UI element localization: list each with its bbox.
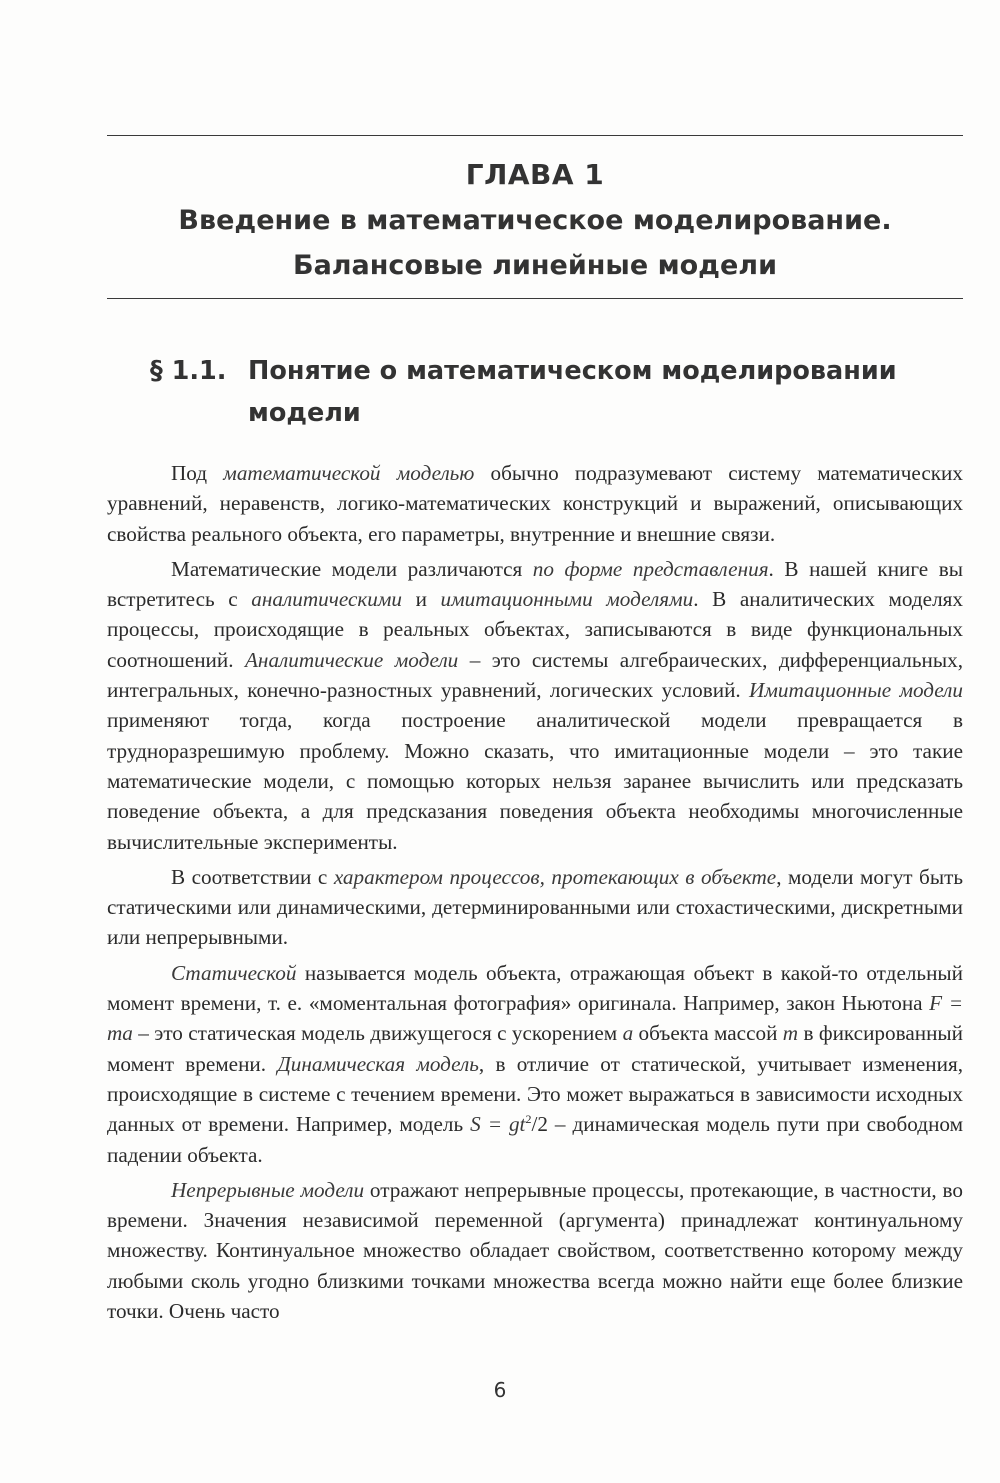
italic-term: Статической [171, 960, 297, 985]
text-run: – это статическая модель движущегося с ускорением [132, 1021, 623, 1046]
text-run: и [401, 587, 441, 612]
section-heading [150, 350, 930, 434]
formula-path: S = gt [470, 1112, 526, 1137]
italic-term: Динамическая модель [277, 1051, 479, 1076]
text-run: отражают непрерывные процессы, протекающие, в частности, во времени. Значения независимой переменной (аргумента) принадлежат континуальному множеству. Континуальное множество обладает свойством, соответственно которому между любыми сколь угодно близкими точками множества всегда можно найти еще более близкие точки. Очень часто [107, 1177, 963, 1324]
section-number: § 1.1. [150, 356, 227, 386]
text-run: Под [171, 461, 224, 485]
paragraph-4 [107, 958, 963, 1170]
italic-term: Имитационные модели [749, 678, 963, 703]
paragraph-2 [107, 554, 963, 857]
text-run: , в отличие от статической, учитывает изменения, происходящие в системе с течением времени. Это может выражаться в зависимости исходных данных от времени. Например, модель [107, 1051, 964, 1137]
text-run: – это системы алгебраических, дифференциальных, интегральных, конечно-разностных уравнений, логических условий. [107, 647, 963, 703]
section-title-line-2: модели [248, 398, 361, 428]
paragraph-3 [107, 862, 963, 953]
italic-term: характером процессов, протекающих в объекте [333, 864, 777, 889]
italic-term: имитационными моделями [440, 587, 694, 612]
formula-newton: F = ma [107, 991, 963, 1046]
text-run: Математические модели различаются [171, 556, 533, 581]
body-text [107, 458, 963, 1331]
text-run: в фиксированный момент времени. [107, 1021, 963, 1076]
chapter-label: ГЛАВА 1 [465, 158, 605, 191]
text-run: называется модель объекта, отражающая объект в какой-то отдельный момент времени, т. е. «моментальная фотография» оригинала. Например, закон Ньютона [107, 960, 963, 1016]
formula-divisor: /2 [531, 1112, 548, 1137]
text-run: – динамическая модель пути при свободном падении объекта. [107, 1112, 964, 1167]
variable-m: m [782, 1021, 799, 1046]
paragraph-1 [107, 458, 963, 549]
italic-term: математической моделью [223, 461, 475, 485]
text-run: обычно подразумевают систему математических уравнений, неравенств, логико-математических конструкций и выражений, описывающих свойства реального объекта, его параметры, внутренние и внешние связи. [107, 461, 963, 546]
page-number: 6 [493, 1378, 507, 1402]
text-run: применяют тогда, когда построение аналитической модели превращается в трудноразрешимую проблему. Можно сказать, что имитационные модели – это такие математические модели, с помощью которых нельзя заранее вычислить или предсказать поведение объекта, а для предсказания поведения объекта необходимы многочисленные вычислительные эксперименты. [107, 708, 963, 854]
chapter-bottom-rule [107, 298, 963, 299]
italic-term: аналитическими [251, 587, 402, 612]
formula-exponent: 2 [525, 1112, 532, 1127]
chapter-title-line-2: Балансовые линейные модели [292, 250, 777, 281]
italic-term: Непрерывные модели [171, 1177, 365, 1202]
text-run: В соответствии с [171, 864, 334, 889]
section-title-line-1: Понятие о математическом моделировании [248, 356, 897, 386]
paragraph-5 [107, 1175, 963, 1326]
italic-term: по форме представления [532, 556, 769, 581]
text-run: . В нашей книге вы встретитесь с [107, 556, 963, 612]
text-run: объекта массой [633, 1021, 783, 1046]
italic-term: Аналитические модели [244, 647, 459, 672]
chapter-top-rule [107, 135, 963, 136]
variable-a: a [622, 1021, 634, 1046]
chapter-heading [107, 152, 963, 288]
text-run: , модели могут быть статическими или динамическими, детерминированными или стохастическими, дискретными или непрерывными. [107, 864, 963, 950]
text-run: . В аналитических моделях процессы, происходящие в реальных объектах, записываются в виде функциональных соотношений. [107, 587, 963, 672]
chapter-title-line-1: Введение в математическое моделирование. [178, 205, 892, 236]
